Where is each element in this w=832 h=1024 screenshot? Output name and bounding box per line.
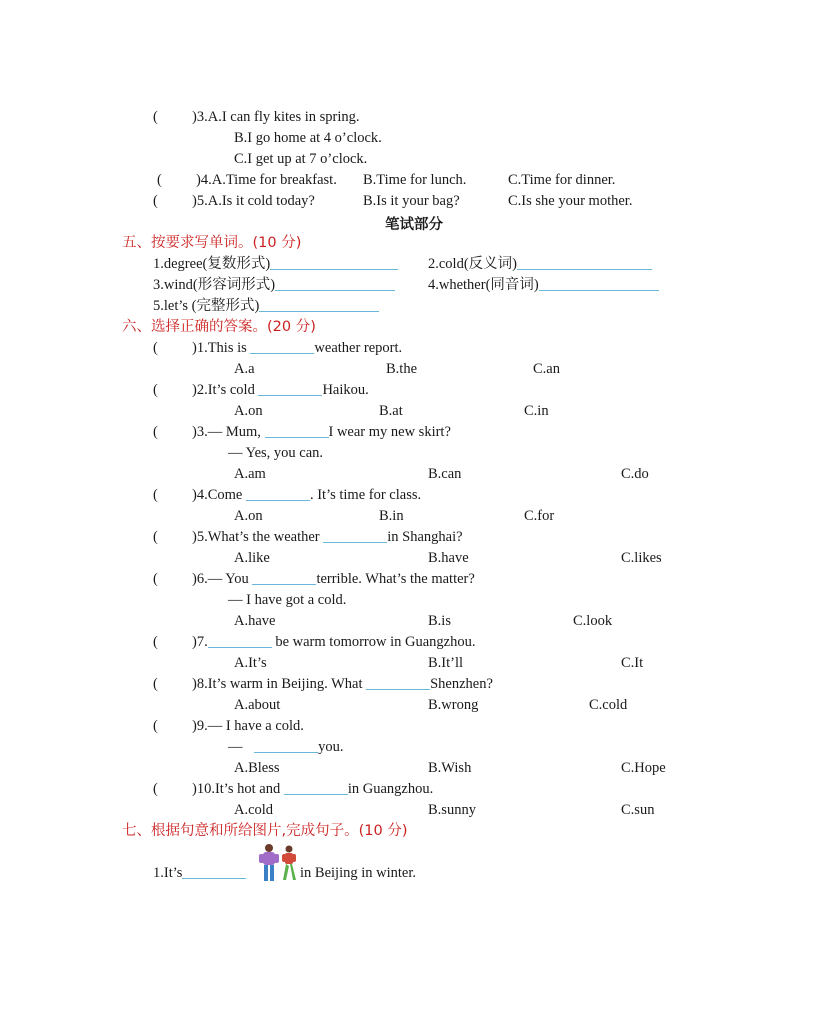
stem-text: terrible. What’s the matter? — [316, 571, 475, 587]
q1-option-b: B.the — [386, 361, 418, 377]
q2-option-c: C.in — [524, 403, 549, 419]
answer-paren: ( — [153, 718, 158, 734]
q6-reply: — I have got a cold. — [228, 592, 347, 608]
stem-text: )7. — [192, 634, 208, 650]
answer-paren: ( — [153, 676, 158, 692]
answer-paren: ( — [153, 193, 158, 209]
q2-option-b: B.at — [379, 403, 403, 419]
stem-text: Haikou. — [322, 382, 369, 398]
s5-item-1 — [153, 255, 398, 273]
listen-q4-b: B.Time for lunch. — [363, 172, 467, 188]
q1-stem — [192, 339, 402, 357]
answer-blank[interactable] — [323, 528, 387, 543]
answer-paren: ( — [153, 340, 158, 356]
q1-option-c: C.an — [533, 361, 560, 377]
cold-weather-people-icon — [257, 842, 299, 884]
s5-item-5 — [153, 297, 379, 315]
q5-option-a: A.like — [234, 550, 270, 566]
s5-prompt: 3.wind(形容词形式) — [153, 277, 276, 293]
answer-blank[interactable] — [252, 570, 316, 585]
listen-q3-a — [192, 108, 360, 126]
option-a: A.I can fly kites in spring. — [207, 109, 360, 125]
section6-heading: 六、选择正确的答案。(20 分) — [122, 319, 316, 335]
answer-blank[interactable] — [270, 255, 398, 270]
q5-option-c: C.likes — [621, 550, 662, 566]
q9-option-b: B.Wish — [428, 760, 472, 776]
q6-option-b: B.is — [428, 613, 451, 629]
stem-text: — — [228, 739, 247, 755]
stem-text: in Guangzhou. — [347, 781, 434, 797]
q7-option-a: A.It’s — [234, 655, 267, 671]
stem-text: be warm tomorrow in Guangzhou. — [271, 634, 476, 650]
stem-text: )1.This is — [192, 340, 251, 356]
answer-blank[interactable] — [517, 255, 652, 270]
answer-paren: ( — [153, 109, 158, 125]
s7-q1-end: in Beijing in winter. — [300, 865, 416, 881]
q10-option-b: B.sunny — [428, 802, 476, 818]
stem-text: you. — [318, 739, 344, 755]
answer-paren: ( — [153, 487, 158, 503]
listen-q5-a — [192, 192, 315, 210]
s5-item-3 — [153, 276, 395, 294]
q2-option-a: A.on — [234, 403, 263, 419]
section7-heading: 七、根据句意和所给图片,完成句子。(10 分) — [122, 823, 408, 839]
q4-option-b: B.in — [379, 508, 404, 524]
q-number: )3. — [192, 109, 208, 125]
q10-option-c: C.sun — [621, 802, 655, 818]
q9-option-c: C.Hope — [621, 760, 666, 776]
q4-option-a: A.on — [234, 508, 263, 524]
q7-stem — [192, 633, 475, 651]
answer-blank[interactable] — [246, 486, 310, 501]
s5-prompt: 4.whether(同音词) — [428, 277, 539, 293]
q6-option-a: A.have — [234, 613, 276, 629]
answer-blank[interactable] — [284, 780, 348, 795]
q8-option-a: A.about — [234, 697, 281, 713]
q3-option-c: C.do — [621, 466, 649, 482]
stem-text: 1.It’s — [153, 865, 183, 881]
stem-text: I wear my new skirt? — [328, 424, 451, 440]
stem-text: )4.Come — [192, 487, 246, 503]
q3-stem — [192, 423, 451, 441]
stem-text: )3.— Mum, — [192, 424, 265, 440]
q-number: )4. — [196, 172, 212, 188]
q9-stem: )9.— I have a cold. — [192, 718, 304, 734]
stem-text: )5.What’s the weather — [192, 529, 324, 545]
q5-option-b: B.have — [428, 550, 469, 566]
stem-text: Shenzhen? — [430, 676, 493, 692]
answer-blank[interactable] — [208, 633, 272, 648]
answer-paren: ( — [157, 172, 162, 188]
answer-blank[interactable] — [250, 339, 314, 354]
stem-text: )8.It’s warm in Beijing. What — [192, 676, 367, 692]
s5-item-4 — [428, 276, 659, 294]
stem-text: . It’s time for class. — [309, 487, 422, 503]
answer-paren: ( — [153, 382, 158, 398]
answer-blank[interactable] — [259, 297, 379, 312]
stem-text: )2.It’s cold — [192, 382, 259, 398]
answer-blank[interactable] — [539, 276, 659, 291]
q2-stem — [192, 381, 369, 399]
option-a: A.Is it cold today? — [207, 193, 315, 209]
q4-option-c: C.for — [524, 508, 555, 524]
listen-q3-b: B.I go home at 4 o’clock. — [234, 130, 382, 146]
s5-item-2 — [428, 255, 652, 273]
listen-q4-a — [196, 171, 337, 189]
q3-reply: — Yes, you can. — [228, 445, 324, 461]
s7-q1-stem — [153, 864, 246, 882]
answer-paren: ( — [153, 634, 158, 650]
answer-blank[interactable] — [254, 738, 318, 753]
answer-paren: ( — [153, 571, 158, 587]
answer-paren: ( — [153, 781, 158, 797]
answer-paren: ( — [153, 529, 158, 545]
option-a: A.Time for breakfast. — [211, 172, 337, 188]
s5-prompt: 2.cold(反义词) — [428, 256, 517, 272]
q9-reply — [228, 738, 344, 756]
part-title: 笔试部分 — [385, 217, 443, 233]
listen-q3-c: C.I get up at 7 o’clock. — [234, 151, 368, 167]
q5-stem — [192, 528, 463, 546]
q9-option-a: A.Bless — [234, 760, 280, 776]
answer-paren: ( — [153, 424, 158, 440]
q6-option-c: C.look — [573, 613, 613, 629]
q1-option-a: A.a — [234, 361, 255, 377]
answer-blank[interactable] — [366, 675, 430, 690]
q10-option-a: A.cold — [234, 802, 274, 818]
q-number: )5. — [192, 193, 208, 209]
stem-text: )10.It’s hot and — [192, 781, 284, 797]
stem-text: in Shanghai? — [387, 529, 463, 545]
answer-blank[interactable] — [275, 276, 395, 291]
q8-option-b: B.wrong — [428, 697, 479, 713]
answer-blank[interactable] — [258, 381, 322, 396]
s5-prompt: 5.let’s (完整形式) — [153, 298, 260, 314]
q7-option-c: C.It — [621, 655, 644, 671]
listen-q5-c: C.Is she your mother. — [508, 193, 633, 209]
q3-option-a: A.am — [234, 466, 266, 482]
q4-stem — [192, 486, 421, 504]
q7-option-b: B.It’ll — [428, 655, 464, 671]
stem-text: )6.— You — [192, 571, 253, 587]
q8-stem — [192, 675, 493, 693]
listen-q5-b: B.Is it your bag? — [363, 193, 460, 209]
q10-stem — [192, 780, 433, 798]
listen-q4-c: C.Time for dinner. — [508, 172, 616, 188]
q3-option-b: B.can — [428, 466, 462, 482]
stem-text: weather report. — [314, 340, 403, 356]
q8-option-c: C.cold — [589, 697, 628, 713]
answer-blank[interactable] — [182, 864, 246, 879]
q6-stem — [192, 570, 475, 588]
s5-prompt: 1.degree(复数形式) — [153, 256, 271, 272]
answer-blank[interactable] — [265, 423, 329, 438]
section5-heading: 五、按要求写单词。(10 分) — [122, 235, 302, 251]
